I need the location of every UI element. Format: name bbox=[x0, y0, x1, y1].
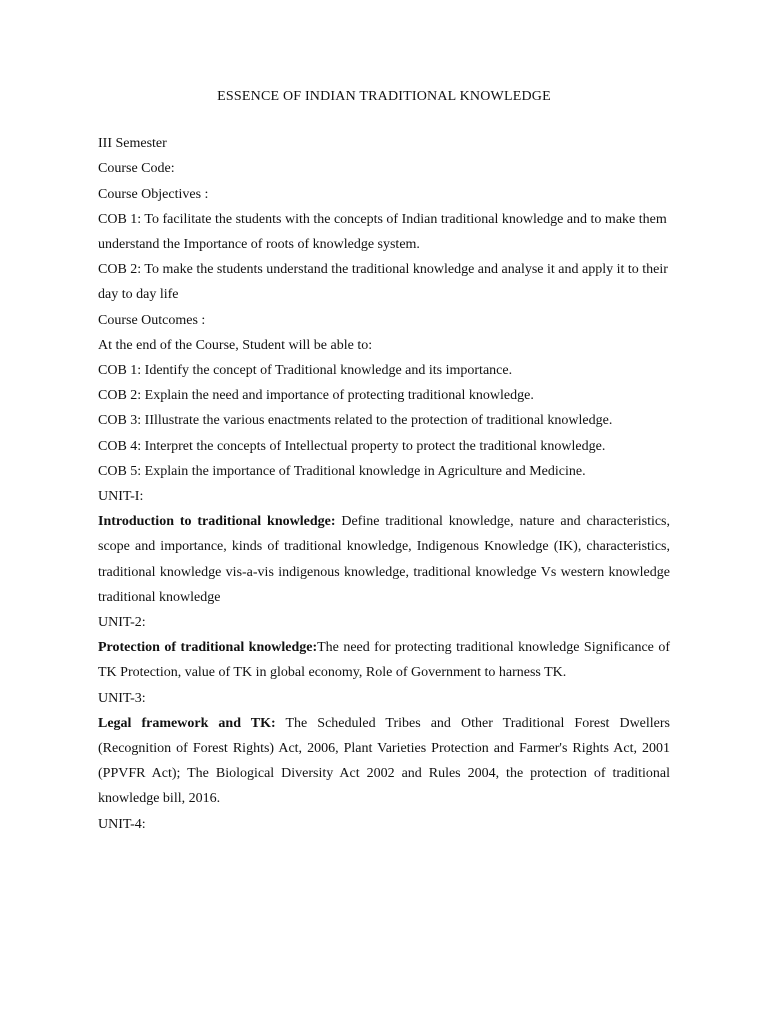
objective-item-1: COB 1: To facilitate the students with the concepts of Indian traditional knowledge and to make them understand the Importance of roots of knowledge system. bbox=[98, 211, 667, 253]
unit-1-body bbox=[98, 509, 670, 610]
course-code-line: Course Code: bbox=[98, 161, 175, 177]
outcome-item-1: COB 1: Identify the concept of Traditional knowledge and its importance. bbox=[98, 363, 513, 379]
unit-1-text: Define traditional knowledge, nature and characteristics, scope and importance, kinds of traditional knowledge, Indigenous Knowledge (IK), characteristics, traditional knowledge vis-a-vis indigenous knowledge, traditional knowledge Vs western knowledge traditional knowledge bbox=[98, 514, 671, 605]
unit-2-body bbox=[98, 635, 670, 685]
outcomes-heading: Course Outcomes : bbox=[98, 312, 206, 328]
semester-line: III Semester bbox=[98, 136, 167, 152]
unit-3-heading: UNIT-3: bbox=[98, 690, 146, 706]
outcomes-intro: At the end of the Course, Student will be able to: bbox=[98, 337, 373, 353]
outcome-item-3: COB 3: IIllustrate the various enactments related to the protection of traditional knowledge. bbox=[98, 413, 613, 429]
unit-1-heading: UNIT-I: bbox=[98, 489, 144, 505]
unit-4-heading: UNIT-4: bbox=[98, 816, 146, 832]
outcome-item-2: COB 2: Explain the need and importance of protecting traditional knowledge. bbox=[98, 388, 534, 404]
unit-1-title: Introduction to traditional knowledge: bbox=[98, 514, 336, 530]
unit-2-title: Protection of traditional knowledge: bbox=[98, 640, 318, 656]
outcome-item-4: COB 4: Interpret the concepts of Intellectual property to protect the traditional knowledge. bbox=[98, 438, 606, 454]
unit-3-text: The Scheduled Tribes and Other Traditional Forest Dwellers (Recognition of Forest Rights) Act, 2006, Plant Varieties Protection and Farmer's Rights Act, 2001 (PPVFR Act); The Biological Diversity Act 2002 and Rules 2004, the protection of traditional knowledge bill, 2016. bbox=[98, 715, 671, 807]
unit-3-title: Legal framework and TK: bbox=[98, 715, 276, 731]
unit-2-text: The need for protecting traditional knowledge Significance of TK Protection, value of TK in global economy, Role of Government to harness TK. bbox=[98, 640, 670, 681]
outcome-item-5: COB 5: Explain the importance of Traditional knowledge in Agriculture and Medicine. bbox=[98, 463, 586, 479]
document-title: ESSENCE OF INDIAN TRADITIONAL KNOWLEDGE bbox=[217, 89, 551, 104]
document-page bbox=[98, 84, 670, 837]
unit-2-heading: UNIT-2: bbox=[98, 615, 146, 631]
objectives-heading: Course Objectives : bbox=[98, 186, 209, 202]
unit-3-body bbox=[98, 711, 670, 812]
objective-item-2: COB 2: To make the students understand the traditional knowledge and analyse it and apply it to their day to day life bbox=[98, 262, 668, 303]
